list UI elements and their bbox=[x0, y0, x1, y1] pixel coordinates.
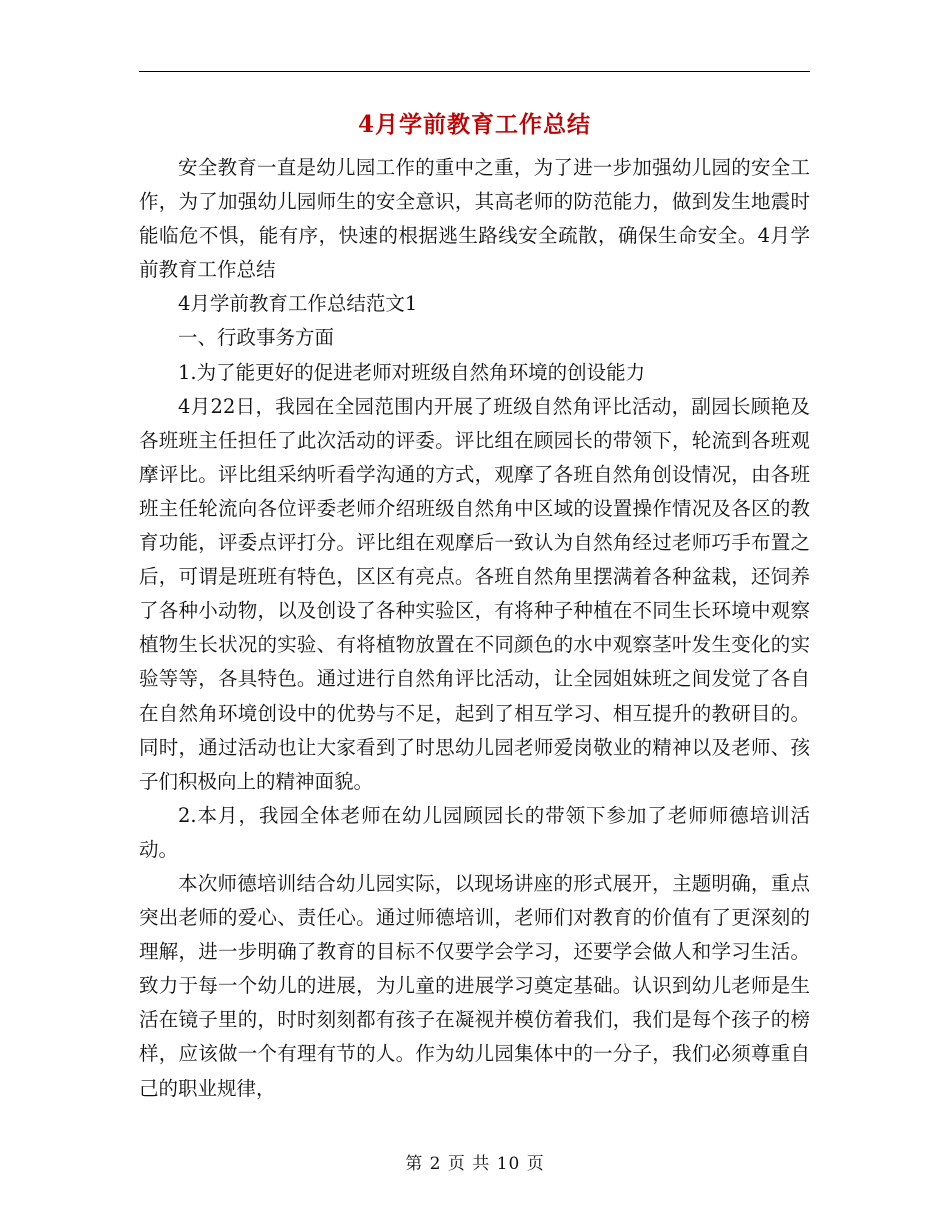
footer-middle: 页 共 bbox=[447, 1154, 491, 1174]
document-body bbox=[139, 151, 810, 1106]
page-footer bbox=[0, 1152, 950, 1176]
paragraph-nature-corner: 4月22日，我园在全园范围内开展了班级自然角评比活动，副园长顾艳及各班班主任担任了此次活动的评委。评比组在顾园长的带领下，轮流到各班观摩评比。评比组采纳听看学沟通的方式，观摩了各班自然角创设情况，由各班班主任轮流向各位评委老师介绍班级自然角中区域的设置操作情况及各区的教育功能，评委点评打分。评比组在观摩后一致认为自然角经过老师巧手布置之后，可谓是班班有特色，区区有亮点。各班自然角里摆满着各种盆栽，还饲养了各种小动物，以及创设了各种实验区，有将种子种植在不同生长环境中观察植物生长状况的实验、有将植物放置在不同颜色的水中观察茎叶发生变化的实验等等，各具特色。通过进行自然角评比活动，让全园姐妹班之间发觉了各自在自然角环境创设中的优势与不足，起到了相互学习、相互提升的教研目的。同时，通过活动也让大家看到了时思幼儿园老师爱岗敬业的精神以及老师、孩子们积极向上的精神面貌。 bbox=[139, 394, 810, 793]
header-rule bbox=[139, 71, 810, 72]
footer-total-pages: 10 bbox=[496, 1154, 521, 1174]
footer-page-number: 2 bbox=[429, 1154, 442, 1174]
document-title: 4月学前教育工作总结 bbox=[357, 111, 591, 138]
paragraph-subtitle: 4月学前教育工作总结范文1 bbox=[178, 292, 418, 316]
paragraph-ethics-training: 本次师德培训结合幼儿园实际，以现场讲座的形式展开，主题明确，重点突出老师的爱心、责任心。通过师德培训，老师们对教育的价值有了更深刻的理解，进一步明确了教育的目标不仅要学会学习，还要学会做人和学习生活。致力于每一个幼儿的进展，为儿童的进展学习奠定基础。认识到幼儿老师是生活在镜子里的，时时刻刻都有孩子在凝视并模仿着我们，我们是每个孩子的榜样，应该做一个有理有节的人。作为幼儿园集体中的一分子，我们必须尊重自己的职业规律， bbox=[139, 871, 810, 1100]
section-heading: 一、行政事务方面 bbox=[178, 326, 335, 350]
footer-prefix: 第 bbox=[405, 1154, 424, 1174]
footer-suffix: 页 bbox=[526, 1154, 545, 1174]
list-item-1-heading: 1.为了能更好的促进老师对班级自然角环境的创设能力 bbox=[178, 360, 646, 384]
list-item-2-heading: 2.本月，我园全体老师在幼儿园顾园长的带领下参加了老师师德培训活动。 bbox=[139, 803, 810, 861]
paragraph-intro: 安全教育一直是幼儿园工作的重中之重，为了进一步加强幼儿园的安全工作，为了加强幼儿园师生的安全意识，其高老师的防范能力，做到发生地震时能临危不惧，能有序，快速的根据逃生路线安全疏散，确保生命安全。4月学前教育工作总结 bbox=[139, 156, 810, 282]
